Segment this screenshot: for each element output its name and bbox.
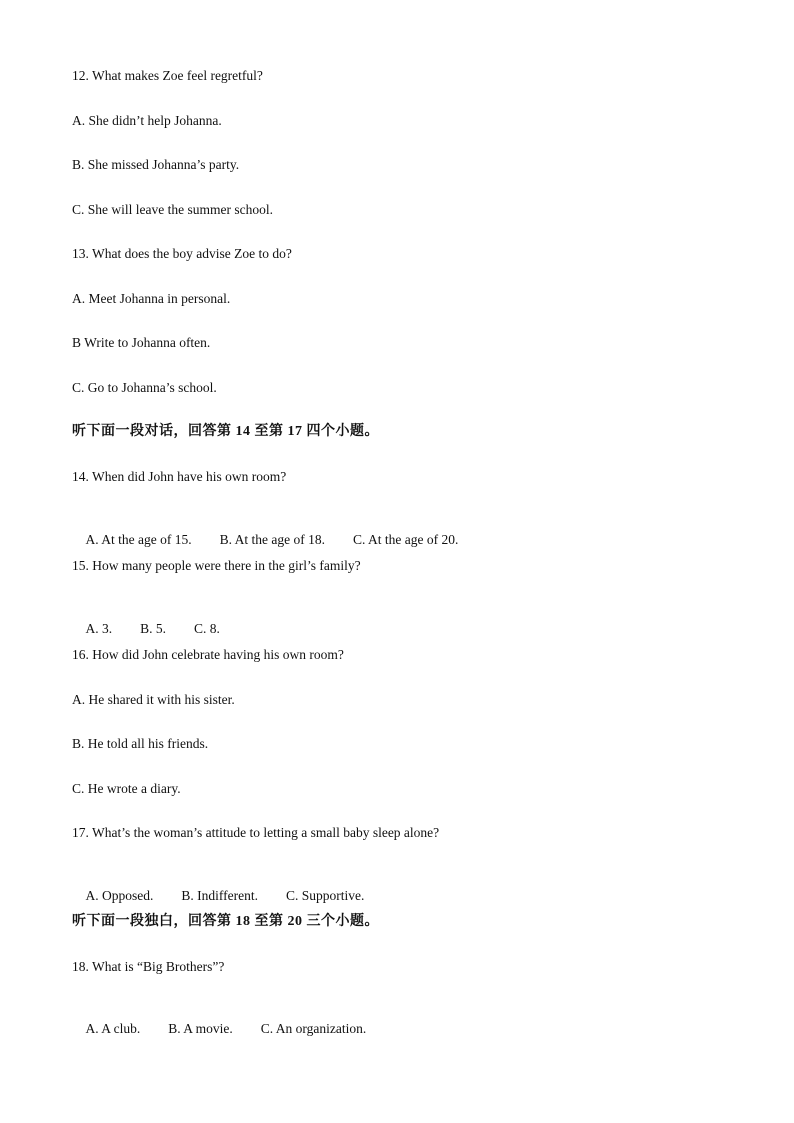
question-12-option-c: C. She will leave the summer school. — [72, 202, 273, 217]
question-13-option-c: C. Go to Johanna’s school. — [72, 380, 217, 395]
question-14-option-a: A. At the age of 15. — [85, 532, 192, 547]
question-12-stem: 12. What makes Zoe feel regretful? — [72, 68, 263, 83]
question-16-option-b: B. He told all his friends. — [72, 736, 209, 751]
question-15-option-a: A. 3. — [85, 621, 113, 636]
question-13-option-a: A. Meet Johanna in personal. — [72, 291, 231, 306]
question-18-option-a: A. A club. — [85, 1021, 141, 1036]
question-15-option-c: C. 8. — [194, 621, 220, 636]
question-18-option-b: B. A movie. — [168, 1021, 233, 1036]
question-12-option-b: B. She missed Johanna’s party. — [72, 157, 240, 172]
question-15-option-b: B. 5. — [140, 621, 167, 636]
question-12-option-a: A. She didn’t help Johanna. — [72, 113, 222, 128]
section-heading-monologue: 听下面一段独白，回答第 18 至第 20 三个小题。 — [72, 914, 379, 929]
question-16-stem: 16. How did John celebrate having his own room? — [72, 647, 344, 662]
question-17-stem: 17. What’s the woman’s attitude to letting a small baby sleep alone? — [72, 825, 440, 840]
question-14-option-c: C. At the age of 20. — [352, 532, 459, 547]
question-18-stem: 18. What is “Big Brothers”? — [72, 959, 225, 974]
question-17-option-c: C. Supportive. — [285, 888, 365, 903]
question-13-stem: 13. What does the boy advise Zoe to do? — [72, 246, 292, 261]
question-15-stem: 15. How many people were there in the girl’s family? — [72, 558, 361, 573]
question-13-option-b: B Write to Johanna often. — [72, 335, 211, 350]
question-18-options — [72, 1002, 366, 1056]
question-14-stem: 14. When did John have his own room? — [72, 469, 287, 484]
question-18-option-c: C. An organization. — [260, 1021, 367, 1036]
question-17-option-b: B. Indifferent. — [181, 888, 258, 903]
question-14-option-b: B. At the age of 18. — [219, 532, 325, 547]
question-16-option-c: C. He wrote a diary. — [72, 781, 181, 796]
question-17-option-a: A. Opposed. — [85, 888, 154, 903]
section-heading-dialogue: 听下面一段对话，回答第 14 至第 17 四个小题。 — [72, 424, 379, 439]
question-16-option-a: A. He shared it with his sister. — [72, 692, 235, 707]
